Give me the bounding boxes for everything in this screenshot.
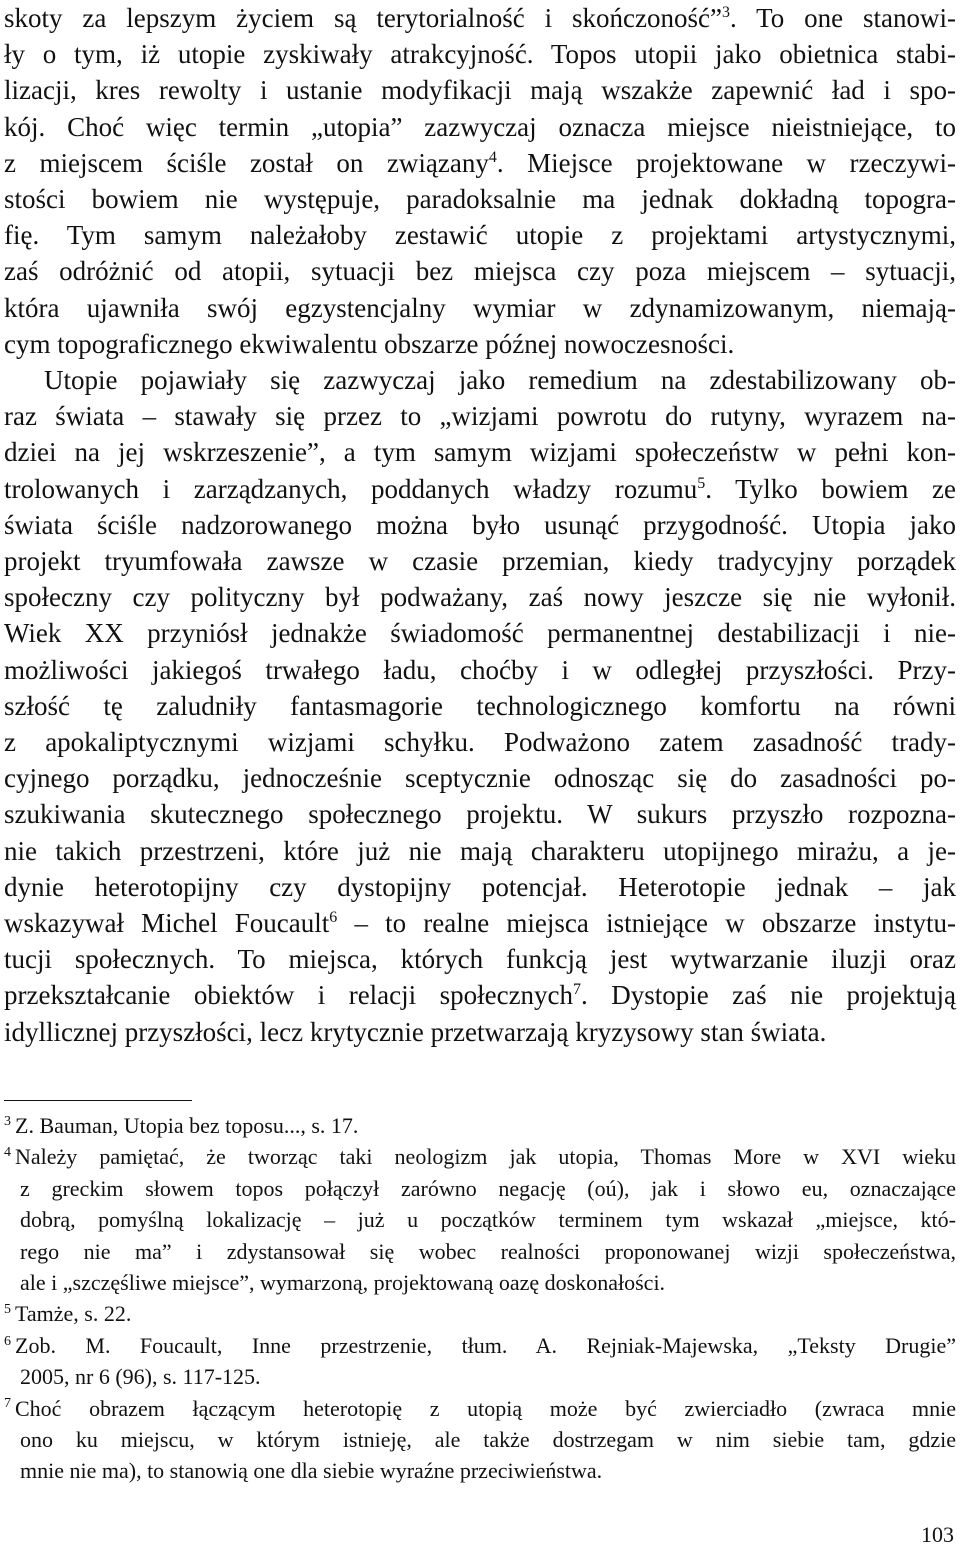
body-line-tail: . Dystopie zaś nie projektują — [581, 980, 956, 1011]
body-line — [4, 869, 956, 905]
body-line-text: szłość tę zaludniły fantasmagorie technologicznego komfortu na równi — [4, 690, 956, 721]
footnote-line — [4, 1267, 956, 1298]
body-line — [4, 0, 956, 36]
body-line-text: stości bowiem nie występuje, paradoksalnie ma jednak dokładną topogra- — [4, 184, 956, 215]
body-line-text: społeczny czy polityczny był podważany, zaś nowy jeszcze się nie wyłonił. — [4, 582, 956, 613]
footnote-number: 4 — [4, 1145, 11, 1161]
body-line — [4, 688, 956, 724]
footnote-reference: 6 — [329, 909, 338, 927]
footnote-line — [4, 1204, 956, 1235]
footnote-text: ale i „szczęśliwe miejsce”, wymarzoną, projektowaną oazę doskonałości. — [20, 1270, 666, 1296]
body-line — [4, 326, 956, 362]
footnote-line — [4, 1424, 956, 1455]
body-line — [4, 796, 956, 832]
footnote-line — [4, 1173, 956, 1204]
body-line — [4, 941, 956, 977]
footnote-text: Choć obrazem łączącym heterotopię z utopią może być zwierciadło (zwraca mnie — [15, 1395, 956, 1421]
footnote-line — [4, 1393, 956, 1424]
body-line-text: szukiwania skutecznego społecznego projektu. W sukurs przyszło rozpozna- — [4, 799, 956, 830]
body-line-tail: . Miejsce projektowane w rzeczywi- — [496, 147, 956, 178]
body-line-text: która ujawniła swój egzystencjalny wymiar w zdynamizowanym, niemają- — [4, 292, 956, 323]
page-number: 103 — [921, 1522, 954, 1547]
body-line-text: idyllicznej przyszłości, lecz krytycznie przetwarzają kryzysowy stan świata. — [4, 1016, 827, 1047]
footnote-number: 6 — [4, 1333, 11, 1349]
footnote-line — [4, 1110, 956, 1141]
body-line-text: z miejscem ściśle został on związany — [4, 147, 489, 178]
body-line-text: skoty za lepszym życiem są terytorialność i skończoność” — [4, 3, 722, 33]
body-line-text: raz świata – stawały się przez to „wizjami powrotu do rutyny, wyrazem na- — [4, 401, 956, 432]
footnote-line — [4, 1330, 956, 1361]
body-line — [4, 72, 956, 108]
footnote-number: 7 — [4, 1396, 11, 1412]
footnote-number: 3 — [4, 1113, 11, 1129]
footnote-line — [4, 1455, 956, 1486]
body-line-text: projekt tryumfowała zawsze w czasie przemian, kiedy tradycyjny porządek — [4, 546, 956, 577]
footnote-text: Tamże, s. 22. — [15, 1301, 132, 1327]
footnote-text: ono ku miejscu, w którym istnieję, ale także dostrzegam w nim siebie tam, gdzie — [20, 1427, 956, 1453]
footnote-text: dobrą, pomyślną lokalizację – już u początków terminem tym wskazał „miejsce, któ- — [20, 1207, 956, 1233]
footnote-text: mnie nie ma), to stanowią one dla siebie wyraźne przeciwieństwa. — [20, 1458, 603, 1484]
body-line-text: dziei na jej wskrzeszenie”, a tym samym wizjami społeczeństw w pełni kon- — [4, 437, 956, 468]
body-line-text: zaś odróżnić od atopii, sytuacji bez miejsca czy poza miejscem – sytuacji, — [4, 256, 956, 287]
body-line — [4, 362, 956, 398]
body-line-text: lizacji, kres rewolty i ustanie modyfikacji mają wszakże zapewnić ład i spo- — [4, 75, 956, 106]
footnote-text: Z. Bauman, Utopia bez toposu..., s. 17. — [15, 1113, 359, 1138]
footnote-text: 2005, nr 6 (96), s. 117-125. — [20, 1364, 261, 1390]
footnote-text: rego nie ma” i zdystansował się wobec realności proponowanej wizji społeczeństwa, — [20, 1238, 956, 1264]
body-line — [4, 760, 956, 796]
footnote-line — [4, 1141, 956, 1172]
body-line — [4, 434, 956, 470]
footnote-text: Należy pamiętać, że tworząc taki neologizm jak utopia, Thomas More w XVI wieku — [15, 1144, 956, 1170]
body-line-tail: . Tylko bowiem ze — [705, 473, 956, 504]
body-line — [4, 652, 956, 688]
body-line — [4, 833, 956, 869]
body-line-text: trolowanych i zarządzanych, poddanych władzy rozumu — [4, 473, 698, 504]
footnote-reference: 3 — [722, 4, 730, 21]
body-line-text: wskazywał Michel Foucault — [4, 908, 330, 939]
body-line-text: cym topograficznego ekwiwalentu obszarze późnej nowoczesności. — [4, 328, 735, 359]
body-line-text: świata ściśle nadzorowanego można było usunąć przygodność. Utopia jako — [4, 509, 956, 540]
body-line — [4, 579, 956, 615]
body-line — [4, 217, 956, 253]
footnote-line — [4, 1236, 956, 1267]
footnote-text: Zob. M. Foucault, Inne przestrzenie, tłum. A. Rejniak-Majewska, „Teksty Drugie” — [15, 1332, 956, 1358]
body-line-text: kój. Choć więc termin „utopia” zazwyczaj oznacza miejsce nieistniejące, to — [4, 111, 956, 142]
body-line-tail: – to realne miejsca istniejące w obszarze instytu- — [337, 908, 956, 939]
body-line-text: nie takich przestrzeni, które już nie mają charakteru utopijnego mirażu, a je- — [4, 835, 956, 866]
body-line — [4, 507, 956, 543]
footnote-line — [4, 1298, 956, 1329]
body-line — [4, 109, 956, 145]
body-line — [4, 977, 956, 1013]
footnote-reference: 5 — [697, 474, 706, 492]
body-line — [4, 905, 956, 941]
body-line — [4, 471, 956, 507]
footnote-number: 5 — [4, 1302, 11, 1318]
body-line-text: cyjnego porządku, jednocześnie sceptycznie odnosząc się do zasadności po- — [4, 763, 956, 794]
body-line — [4, 181, 956, 217]
footnote-text: z greckim słowem topos połączył zarówno negację (oú), jak i słowo eu, oznaczające — [20, 1175, 956, 1201]
body-line-text: Utopie pojawiały się zazwyczaj jako remedium na zdestabilizowany ob- — [44, 365, 956, 396]
body-line — [4, 145, 956, 181]
body-line-text: fię. Tym samym należałoby zestawić utopie z projektami artystycznymi, — [4, 220, 956, 251]
footnote-line — [4, 1361, 956, 1392]
body-line-tail: . To one stanowi- — [730, 3, 956, 33]
footnote-separator — [4, 1100, 192, 1101]
body-line-text: Wiek XX przyniósł jednakże świadomość permanentnej destabilizacji i nie- — [4, 618, 956, 649]
body-line — [4, 36, 956, 72]
body-line — [4, 253, 956, 289]
body-line-text: ły o tym, iż utopie zyskiwały atrakcyjność. Topos utopii jako obietnica stabi- — [4, 39, 956, 70]
body-line — [4, 724, 956, 760]
footnotes — [4, 1110, 956, 1487]
footnote-reference: 4 — [488, 148, 497, 166]
body-line — [4, 543, 956, 579]
body-line-text: możliwości jakiegoś trwałego ładu, choćby i w odległej przyszłości. Przy- — [4, 654, 956, 685]
footnote-reference: 7 — [573, 981, 582, 999]
body-line — [4, 398, 956, 434]
body-line-text: dynie heterotopijny czy dystopijny potencjał. Heterotopie jednak – jak — [4, 871, 956, 902]
body-line-text: przekształcanie obiektów i relacji społecznych — [4, 980, 574, 1011]
body-text — [4, 0, 956, 1050]
body-line-text: tucji społecznych. To miejsca, których funkcją jest wytwarzanie iluzji oraz — [4, 944, 956, 975]
body-line — [4, 1014, 956, 1050]
body-line — [4, 615, 956, 651]
body-line — [4, 290, 956, 326]
body-line-text: z apokaliptycznymi wizjami schyłku. Podważono zatem zasadność trady- — [4, 727, 956, 758]
